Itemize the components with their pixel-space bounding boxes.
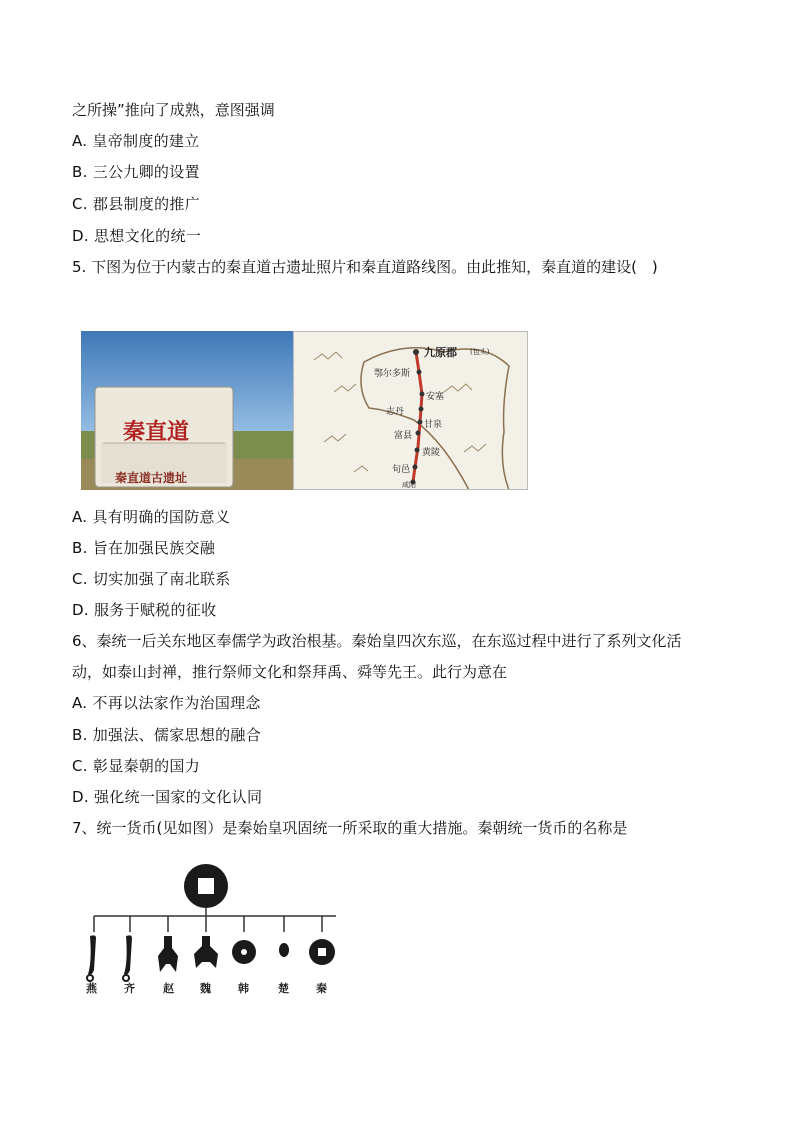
coin-label-chu: 楚 <box>278 982 289 995</box>
q6-option-c: C. 彰显秦朝的国力 <box>72 757 201 775</box>
q4-option-d: D. 思想文化的统一 <box>72 227 202 245</box>
q5-option-d: D. 服务于赋税的征收 <box>72 601 217 619</box>
qin-road-map <box>293 331 528 490</box>
qin-road-photo <box>81 331 293 490</box>
q6-option-b: B. 加强法、儒家思想的融合 <box>72 726 262 744</box>
q4-option-c: C. 郡县制度的推广 <box>72 195 201 213</box>
q4-stem-tail: 之所操”推向了成熟，意图强调 <box>72 101 275 119</box>
photo-scene <box>81 331 293 490</box>
coin-label-yan: 燕 <box>86 982 97 995</box>
map-label-xunyi: 旬邑 <box>392 465 411 475</box>
q5-stem: 5. 下图为位于内蒙古的秦直道古遗址照片和秦直道路线图。由此推知，秦直道的建设( ) <box>72 258 658 276</box>
coin-label-zhao: 赵 <box>163 982 174 995</box>
sign-bottom-text: 秦直道古遗址 <box>115 471 188 485</box>
map-label-xianyang: 咸阳 <box>402 481 416 489</box>
coin-label-wei: 魏 <box>200 982 211 995</box>
map-drawing <box>294 332 528 490</box>
map-label-ordos: 鄂尔多斯 <box>374 369 411 379</box>
q5-option-c: C. 切实加强了南北联系 <box>72 570 231 588</box>
q6-stem-line1: 6、秦统一后关东地区奉儒学为政治根基。秦始皇四次东巡，在东巡过程中进行了系列文化活 <box>72 632 682 650</box>
q5-option-a: A. 具有明确的国防意义 <box>72 508 231 526</box>
q6-option-d: D. 强化统一国家的文化认同 <box>72 788 263 806</box>
map-label-ganquan: 甘泉 <box>424 420 443 430</box>
q6-option-a: A. 不再以法家作为治国理念 <box>72 694 261 712</box>
q4-option-b: B. 三公九卿的设置 <box>72 163 200 181</box>
q7-stem: 7、统一货币(见如图）是秦始皇巩固统一所采取的重大措施。秦朝统一货币的名称是 <box>72 819 628 837</box>
map-label-jiuyuan: 九原郡 <box>424 346 457 359</box>
coin-label-han: 韩 <box>238 982 249 995</box>
currency-diagram <box>72 852 340 1002</box>
map-label-fuxian: 富县 <box>394 431 413 441</box>
coin-label-qi: 齐 <box>124 982 135 995</box>
map-label-baotou: (包头) <box>470 348 490 356</box>
coin-label-qin: 秦 <box>316 982 327 995</box>
map-label-zhidan: 志丹 <box>386 407 405 417</box>
q5-option-b: B. 旨在加强民族交融 <box>72 539 216 557</box>
map-label-ansai: 安塞 <box>426 392 445 402</box>
map-label-huangling: 黄陵 <box>422 448 441 458</box>
q4-option-a: A. 皇帝制度的建立 <box>72 132 200 150</box>
q6-stem-line2: 动，如泰山封禅，推行祭师文化和祭拜禹、舜等先王。此行为意在 <box>72 663 508 681</box>
sign-title: 秦直道 <box>123 419 190 445</box>
